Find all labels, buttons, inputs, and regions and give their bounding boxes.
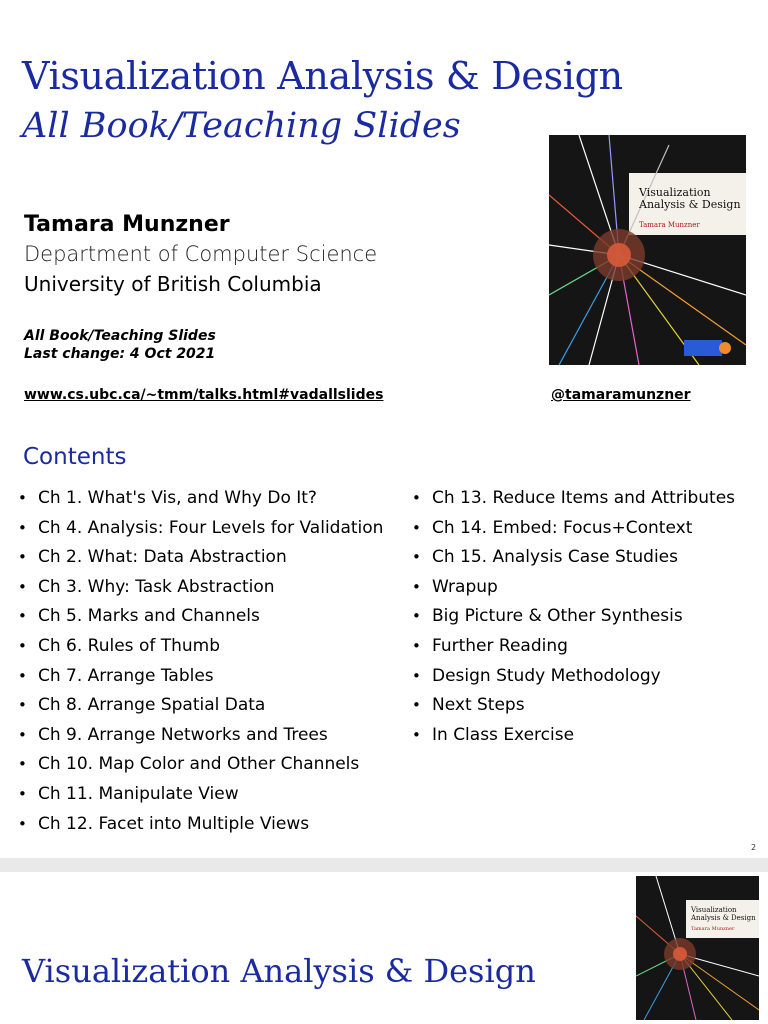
- contents-item: [412, 545, 762, 575]
- book-cover-image: [636, 876, 759, 1020]
- contents-item-label: In Class Exercise: [432, 724, 575, 745]
- slide-subtitle: All Book/Teaching Slides: [22, 106, 461, 146]
- contents-item: [412, 693, 762, 723]
- contents-item-label: Ch 7. Arrange Tables: [38, 665, 214, 686]
- author-name: Tamara Munzner: [24, 212, 230, 237]
- cover-title-line2: Analysis & Design: [691, 914, 756, 922]
- bullet: •: [18, 489, 27, 507]
- bullet: •: [412, 666, 421, 685]
- book-cover-image: [549, 135, 746, 365]
- bullet: •: [412, 577, 421, 596]
- contents-item-label: Ch 3. Why: Task Abstraction: [38, 576, 275, 597]
- contents-item-label: Ch 15. Analysis Case Studies: [432, 547, 679, 568]
- bullet: •: [412, 548, 421, 567]
- last-change: Last change: 4 Oct 2021: [24, 346, 216, 362]
- contents-item-label: Ch 4. Analysis: Four Levels for Validation: [38, 517, 384, 538]
- department: Department of Computer Science: [24, 242, 378, 266]
- bullet: •: [412, 636, 421, 655]
- contents-item-label: Next Steps: [432, 695, 525, 716]
- contents-item: [18, 604, 408, 634]
- contents-list-left: [18, 486, 408, 841]
- contents-item-label: Ch 12. Facet into Multiple Views: [38, 813, 310, 834]
- contents-item: [412, 516, 762, 546]
- bullet: •: [18, 784, 27, 803]
- contents-item-label: Ch 11. Manipulate View: [38, 783, 239, 804]
- contents-item-label: Further Reading: [432, 635, 568, 656]
- contents-item: [412, 486, 762, 516]
- cover-title-line1: Visualization: [639, 186, 711, 199]
- contents-item: [412, 634, 762, 664]
- university: University of British Columbia: [24, 272, 322, 296]
- contents-item: [18, 812, 408, 842]
- page-number: 2: [751, 843, 757, 852]
- contents-item: [18, 782, 408, 812]
- bullet: •: [18, 696, 27, 715]
- contents-item: [412, 664, 762, 694]
- bullet: •: [412, 696, 421, 715]
- cover-author: Tamara Munzner: [639, 221, 700, 229]
- slide-title: Visualization Analysis & Design: [22, 54, 623, 98]
- bullet: •: [412, 725, 421, 744]
- cover-title: [691, 906, 756, 922]
- book-cover-art: [549, 135, 746, 365]
- meta-title: All Book/Teaching Slides: [24, 328, 216, 344]
- bullet: •: [412, 489, 421, 507]
- bullet: •: [18, 518, 27, 537]
- contents-item-label: Design Study Methodology: [432, 665, 661, 686]
- bullet: •: [18, 666, 27, 685]
- cover-title: [639, 187, 741, 211]
- contents-item: [18, 516, 408, 546]
- bullet: •: [18, 548, 27, 567]
- contents-item-label: Ch 13. Reduce Items and Attributes: [432, 488, 736, 508]
- contents-item-label: Ch 2. What: Data Abstraction: [38, 547, 287, 568]
- slide-title: Visualization Analysis & Design: [22, 952, 536, 990]
- contents-item: [412, 575, 762, 605]
- contents-item-label: Ch 14. Embed: Focus+Context: [432, 517, 693, 538]
- contents-item: [18, 693, 408, 723]
- contents-item-label: Ch 5. Marks and Channels: [38, 606, 260, 627]
- contents-item: [18, 545, 408, 575]
- contents-item: [412, 723, 762, 753]
- contents-heading: Contents: [23, 444, 127, 470]
- slides-url-link[interactable]: www.cs.ubc.ca/~tmm/talks.html#vadallslides: [24, 387, 384, 403]
- bullet: •: [18, 636, 27, 655]
- bullet: •: [18, 577, 27, 596]
- contents-item: [18, 664, 408, 694]
- contents-item-label: Wrapup: [432, 576, 498, 597]
- bullet: •: [18, 755, 27, 774]
- cover-author: Tamara Munzner: [691, 926, 735, 932]
- bullet: •: [18, 725, 27, 744]
- twitter-handle-link[interactable]: @tamaramunzner: [551, 387, 691, 403]
- contents-item: [18, 486, 408, 516]
- contents-item-label: Ch 10. Map Color and Other Channels: [38, 754, 360, 775]
- bullet: •: [412, 518, 421, 537]
- contents-item-label: Big Picture & Other Synthesis: [432, 606, 683, 627]
- contents-item-label: Ch 9. Arrange Networks and Trees: [38, 724, 328, 745]
- bullet: •: [412, 607, 421, 626]
- bullet: •: [18, 607, 27, 626]
- book-cover-art: [636, 876, 759, 1020]
- contents-item-label: Ch 8. Arrange Spatial Data: [38, 695, 266, 716]
- contents-item: [18, 634, 408, 664]
- contents-item: [18, 752, 408, 782]
- slide-divider: [0, 858, 768, 872]
- contents-item-label: Ch 6. Rules of Thumb: [38, 635, 221, 656]
- bullet: •: [18, 814, 27, 833]
- contents-list-right: [412, 486, 762, 752]
- contents-item: [18, 723, 408, 753]
- contents-item: [18, 575, 408, 605]
- contents-item-label: Ch 1. What's Vis, and Why Do It?: [38, 488, 317, 508]
- cover-title-line1: Visualization: [691, 906, 737, 914]
- cover-title-line2: Analysis & Design: [639, 198, 741, 211]
- contents-item: [412, 604, 762, 634]
